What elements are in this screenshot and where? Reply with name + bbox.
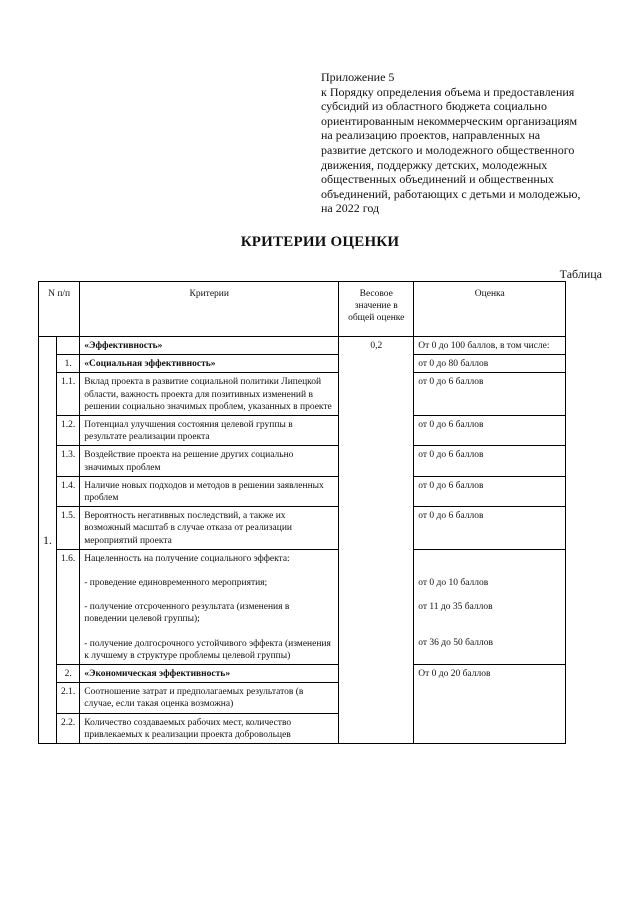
appendix-line: субсидий из областного бюджета социально — [321, 99, 547, 114]
page-title: КРИТЕРИИ ОЦЕНКИ — [240, 234, 400, 250]
cell-score: От 0 до 100 баллов, в том числе: — [414, 337, 566, 355]
cell-criteria: Наличие новых подходов и методов в решении заявленных проблем — [80, 476, 339, 506]
cell-score: от 0 до 6 баллов — [414, 476, 566, 506]
cell-criteria: Соотношение затрат и предполагаемых результатов (в случае, если такая оценка возможна) — [80, 683, 339, 713]
cell-criteria — [80, 549, 339, 664]
table-row — [39, 665, 566, 683]
table-row — [39, 373, 566, 416]
header-score: Оценка — [414, 282, 566, 337]
cell-num: 1.1. — [57, 373, 80, 416]
cell-num-empty — [57, 337, 80, 355]
cell-criteria: «Экономическая эффективность» — [80, 665, 339, 683]
cell-criteria: Вероятность негативных последствий, а также их возможный масштаб в случае отказа от реализации мероприятий проекта — [80, 507, 339, 550]
cell-score: от 0 до 6 баллов — [414, 507, 566, 550]
cell-num: 1.3. — [57, 446, 80, 476]
header-criteria: Критерии — [80, 282, 339, 337]
group-number: 1. — [39, 337, 57, 744]
table-label: Таблица — [559, 267, 602, 281]
cell-criteria: Потенциал улучшения состояния целевой группы в результате реализации проекта — [80, 416, 339, 446]
cell-weight: 0,2 — [339, 337, 414, 744]
table-row — [39, 446, 566, 476]
table-row-group — [39, 337, 566, 355]
table-row — [39, 355, 566, 373]
cell-num: 2.2. — [57, 713, 80, 743]
appendix-line: движения, поддержку детских, молодежных — [321, 157, 548, 172]
cell-num: 1. — [57, 355, 80, 373]
criteria-item: - получение отсроченного результата (изменения в поведении целевой группы); — [84, 602, 290, 625]
cell-num: 2.1. — [57, 683, 80, 713]
criteria-item: - проведение единовременного мероприятия; — [84, 578, 268, 589]
cell-score: от 0 до 80 баллов — [414, 355, 566, 373]
cell-score: от 0 до 6 баллов — [414, 446, 566, 476]
appendix-line: общественных объединений и общественных — [321, 172, 554, 187]
cell-score: от 0 до 6 баллов — [414, 416, 566, 446]
cell-num: 1.6. — [57, 549, 80, 664]
table-row — [39, 476, 566, 506]
item-score: от 11 до 35 баллов — [418, 602, 493, 613]
appendix-line: на 2022 год — [321, 201, 380, 216]
cell-criteria: «Эффективность» — [80, 337, 339, 355]
cell-score: от 0 до 6 баллов — [414, 373, 566, 416]
appendix-header — [321, 70, 621, 216]
cell-criteria: Количество создаваемых рабочих мест, количество привлекаемых к реализации проекта добровольцев — [80, 713, 339, 743]
cell-criteria: Вклад проекта в развитие социальной политики Липецкой области, важность проекта для позитивных изменений в решении социально значимых проблем, указанных в проекте — [80, 373, 339, 416]
cell-criteria: «Социальная эффективность» — [80, 355, 339, 373]
cell-num: 2. — [57, 665, 80, 683]
appendix-line: на реализацию проектов, направленных на — [321, 128, 541, 143]
criteria-table — [38, 281, 566, 744]
appendix-line: ориентированным некоммерческим организациям — [321, 113, 578, 128]
header-weight: Весовое значение в общей оценке — [339, 282, 414, 337]
appendix-line: к Порядку определения объема и предоставления — [321, 84, 575, 99]
table-header-row — [39, 282, 566, 337]
table-row — [39, 507, 566, 550]
item-score: от 0 до 10 баллов — [418, 577, 489, 588]
appendix-line: развитие детского и молодежного общественного — [321, 142, 575, 157]
table-row — [39, 416, 566, 446]
cell-score — [414, 549, 566, 664]
cell-num: 1.5. — [57, 507, 80, 550]
cell-score: От 0 до 20 баллов — [414, 665, 566, 744]
cell-num: 1.4. — [57, 476, 80, 506]
appendix-line: Приложение 5 — [321, 70, 395, 84]
header-num: N п/п — [39, 282, 80, 337]
criteria-item: - получение долгосрочного устойчивого эффекта (изменения к лучшему в структуре проблемы целевой группы) — [84, 638, 331, 661]
table-row-1-6 — [39, 549, 566, 664]
cell-criteria: Воздействие проекта на решение других социально значимых проблем — [80, 446, 339, 476]
item-score: от 36 до 50 баллов — [418, 638, 493, 649]
criteria-intro: Нацеленность на получение социального эффекта: — [84, 553, 290, 564]
appendix-line: объединений, работающих с детьми и молодежью, — [321, 186, 581, 201]
cell-num: 1.2. — [57, 416, 80, 446]
